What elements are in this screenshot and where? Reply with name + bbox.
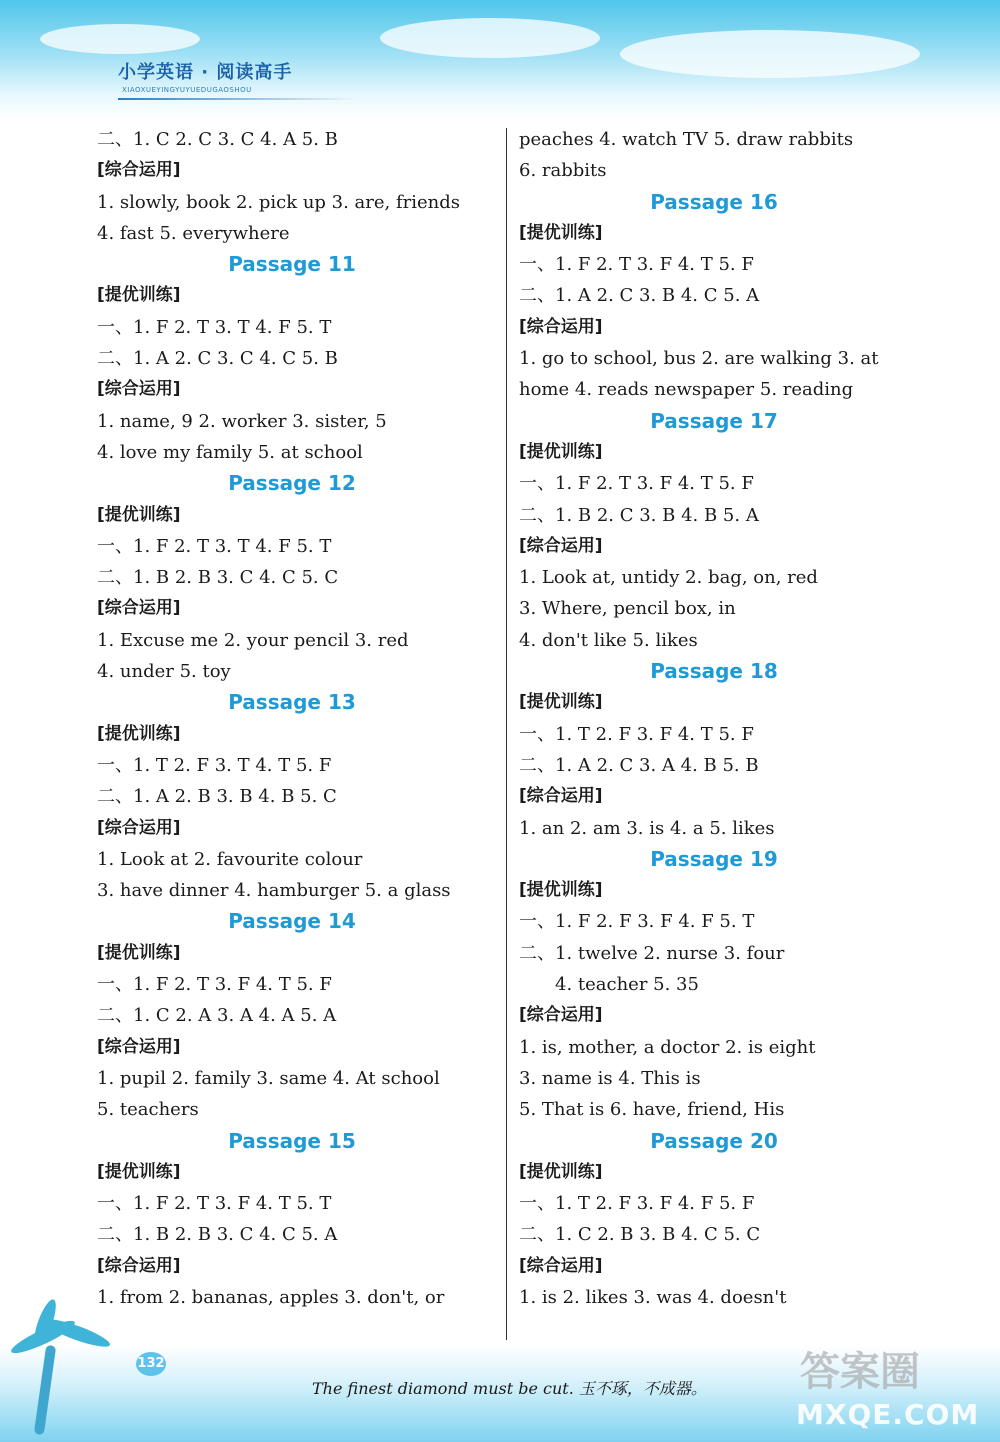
answer-line: 二、1. C 2. C 3. C 4. A 5. B [97, 129, 338, 150]
passage-heading: Passage 13 [228, 690, 356, 715]
section-heading: [综合运用] [97, 817, 181, 838]
answer-line: 1. Look at, untidy 2. bag, on, red [519, 567, 818, 589]
answer-line: 一、1. T 2. F 3. T 4. T 5. F [97, 754, 332, 776]
section-heading: [综合运用] [519, 786, 603, 807]
answer-line: 1. Excuse me 2. your pencil 3. red [97, 629, 409, 651]
watermark-logo: 答案圈 [800, 1349, 920, 1395]
answer-line: 二、1. twelve 2. nurse 3. four [519, 942, 785, 964]
answer-line: 一、1. T 2. F 3. F 4. F 5. F [519, 1193, 755, 1215]
brand-logo [118, 58, 348, 106]
brand-underline [118, 98, 358, 100]
passage-heading: Passage 14 [228, 909, 356, 934]
section-heading: [综合运用] [97, 1255, 181, 1276]
answer-line: 二、1. B 2. B 3. C 4. C 5. C [97, 567, 339, 589]
section-heading: [综合运用] [519, 535, 603, 556]
section-heading: [综合运用] [97, 379, 181, 400]
page-number: 132 [136, 1352, 166, 1376]
passage-heading: Passage 20 [650, 1128, 778, 1153]
section-heading: [提优训练] [97, 1161, 181, 1182]
section-heading: [提优训练] [97, 723, 181, 744]
answer-line: home 4. reads newspaper 5. reading [519, 379, 854, 401]
passage-heading: Passage 12 [228, 471, 356, 496]
section-heading: [提优训练] [519, 692, 603, 713]
passage-heading: Passage 15 [228, 1128, 356, 1153]
passage-heading: Passage 19 [650, 846, 778, 871]
answer-line: 二、1. A 2. B 3. B 4. B 5. C [97, 786, 337, 808]
brand-title: 小学英语 · 阅读高手 [118, 62, 293, 83]
section-heading: [综合运用] [97, 1036, 181, 1057]
section-heading: [提优训练] [519, 222, 603, 243]
answer-line: 一、1. F 2. T 3. F 4. T 5. F [519, 473, 754, 495]
answer-line: 4. fast 5. everywhere [97, 222, 290, 244]
section-heading: [提优训练] [519, 880, 603, 901]
answer-line: 一、1. T 2. F 3. F 4. T 5. F [519, 723, 754, 745]
header-banner [0, 0, 1000, 120]
answer-line: 二、1. A 2. C 3. A 4. B 5. B [519, 754, 759, 776]
answer-line: 6. rabbits [519, 160, 607, 182]
section-heading: [综合运用] [519, 316, 603, 337]
answer-line: 1. pupil 2. family 3. same 4. At school [97, 1067, 440, 1089]
brand-subtitle: XIAOXUEYINGYUYUEDUGAOSHOU [122, 86, 252, 94]
answer-line: 1. from 2. bananas, apples 3. don't, or [97, 1286, 445, 1308]
cloud-decoration [40, 24, 200, 54]
answer-column-right [519, 124, 929, 1313]
cloud-decoration [380, 18, 600, 58]
answer-line: 一、1. F 2. T 3. T 4. F 5. T [97, 535, 332, 557]
section-heading: [提优训练] [97, 942, 181, 963]
answer-line: peaches 4. watch TV 5. draw rabbits [519, 129, 854, 150]
section-heading: [提优训练] [97, 504, 181, 525]
section-heading: [综合运用] [519, 1255, 603, 1276]
answer-line: 一、1. F 2. T 3. F 4. T 5. T [97, 1193, 332, 1215]
passage-heading: Passage 17 [650, 408, 778, 433]
answer-line: 1. go to school, bus 2. are walking 3. at [519, 348, 879, 370]
answer-line: 3. name is 4. This is [519, 1067, 701, 1089]
passage-heading: Passage 18 [650, 659, 778, 684]
answer-line: 4. teacher 5. 35 [555, 974, 699, 996]
answer-line: 一、1. F 2. T 3. T 4. F 5. T [97, 316, 332, 338]
passage-heading: Passage 16 [650, 189, 778, 214]
answer-line: 二、1. B 2. C 3. B 4. B 5. A [519, 504, 759, 526]
section-heading: [提优训练] [519, 1161, 603, 1182]
answer-line: 1. name, 9 2. worker 3. sister, 5 [97, 410, 387, 432]
answer-column-left [97, 124, 507, 1313]
answer-line: 一、1. F 2. F 3. F 4. F 5. T [519, 911, 755, 933]
answer-line: 5. teachers [97, 1099, 199, 1121]
section-heading: [综合运用] [97, 160, 181, 181]
answer-line: 4. don't like 5. likes [519, 629, 698, 651]
section-heading: [提优训练] [97, 285, 181, 306]
answer-line: 1. is, mother, a doctor 2. is eight [519, 1036, 816, 1058]
answer-line: 1. slowly, book 2. pick up 3. are, friends [97, 191, 461, 213]
answer-line: 一、1. F 2. T 3. F 4. T 5. F [97, 974, 332, 996]
answer-line: 二、1. C 2. A 3. A 4. A 5. A [97, 1005, 337, 1027]
section-heading: [综合运用] [97, 598, 181, 619]
answer-line: 1. is 2. likes 3. was 4. doesn't [519, 1286, 787, 1308]
answer-line: 二、1. C 2. B 3. B 4. C 5. C [519, 1224, 761, 1246]
passage-heading: Passage 11 [228, 252, 356, 277]
column-divider [506, 128, 507, 1340]
answer-line: 5. That is 6. have, friend, His [519, 1099, 785, 1121]
answer-line: 3. Where, pencil box, in [519, 598, 736, 620]
answer-line: 二、1. A 2. C 3. C 4. C 5. B [97, 348, 338, 370]
answer-line: 一、1. F 2. T 3. F 4. T 5. F [519, 254, 754, 276]
answer-line: 4. under 5. toy [97, 661, 231, 683]
answer-line: 二、1. A 2. C 3. B 4. C 5. A [519, 285, 760, 307]
answer-line: 1. Look at 2. favourite colour [97, 848, 363, 870]
answer-line: 3. have dinner 4. hamburger 5. a glass [97, 880, 451, 902]
answer-line: 1. an 2. am 3. is 4. a 5. likes [519, 817, 775, 839]
cloud-decoration [620, 30, 920, 78]
answer-line: 4. love my family 5. at school [97, 441, 363, 463]
section-heading: [提优训练] [519, 441, 603, 462]
watermark-url: MXQE.COM [796, 1398, 980, 1431]
footer-motto: The finest diamond must be cut. 玉不琢，不成器。 [312, 1379, 707, 1398]
answer-line: 二、1. B 2. B 3. C 4. C 5. A [97, 1224, 338, 1246]
section-heading: [综合运用] [519, 1005, 603, 1026]
